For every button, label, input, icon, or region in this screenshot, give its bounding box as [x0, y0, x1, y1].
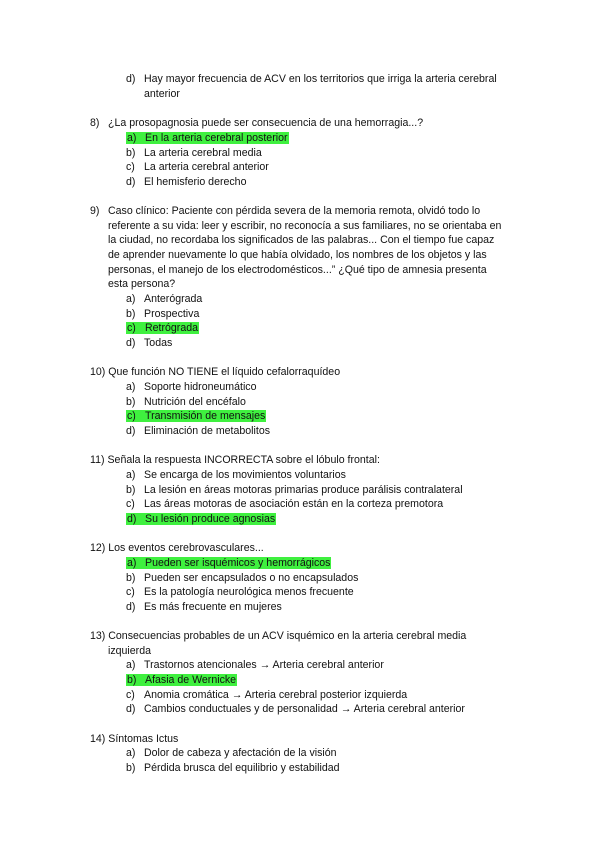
option-b: [126, 572, 358, 585]
question-9-stem: [90, 205, 480, 218]
option-label: a): [126, 747, 136, 759]
option-text: Trastornos atencionales → Arteria cerebral anterior: [144, 659, 384, 671]
option-d: [126, 425, 270, 438]
option-label: a): [126, 469, 136, 481]
question-text: Los eventos cerebrovasculares...: [108, 542, 264, 554]
option-text: Pueden ser encapsulados o no encapsulados: [144, 572, 359, 584]
option-c: [126, 322, 199, 335]
highlighted-answer: [126, 513, 276, 525]
question-number: 8): [90, 117, 100, 129]
question-text: Síntomas Ictus: [108, 733, 179, 745]
option-label: a): [127, 557, 137, 569]
option-text: La lesión en áreas motoras primarias produce parálisis contralateral: [144, 484, 463, 496]
option-d: [126, 601, 282, 614]
option-d: [126, 73, 497, 86]
question-text: Señala la respuesta INCORRECTA sobre el lóbulo frontal:: [107, 454, 380, 466]
option-text: El hemisferio derecho: [144, 176, 247, 188]
option-label: b): [127, 674, 137, 686]
question-text: Consecuencias probables de un ACV isquémico en la arteria cerebral media: [108, 630, 467, 642]
option-text: Dolor de cabeza y afectación de la visión: [144, 747, 337, 759]
question-number: 14): [90, 733, 106, 745]
option-b: [126, 674, 237, 687]
option-label: b): [126, 762, 136, 774]
option-text: Prospectiva: [144, 308, 200, 320]
option-label: b): [126, 308, 136, 320]
question-text-line: la ciudad, no recordaba los significados de las palabras... Con el tiempo fue capaz: [108, 234, 495, 246]
option-label: d): [126, 703, 136, 715]
option-label: b): [126, 572, 136, 584]
option-text: Soporte hidroneumático: [144, 381, 257, 393]
option-label: a): [126, 659, 136, 671]
question-14-stem: [90, 733, 178, 746]
option-text-continuation: anterior: [144, 88, 180, 100]
option-text: Pueden ser isquémicos y hemorrágicos: [145, 557, 331, 569]
option-d: [126, 337, 172, 350]
option-text: Todas: [144, 337, 173, 349]
option-text: Anomia cromática → Arteria cerebral posterior izquierda: [144, 689, 408, 701]
option-a: [126, 557, 331, 570]
option-text: Cambios conductuales y de personalidad → Arteria cerebral anterior: [144, 703, 465, 715]
option-text: Se encarga de los movimientos voluntarios: [144, 469, 346, 481]
option-text: Retrógrada: [145, 322, 198, 334]
option-a: [126, 381, 256, 394]
highlighted-answer: [126, 674, 237, 686]
option-label: d): [126, 601, 136, 613]
question-8-stem: [90, 117, 423, 130]
option-a: [126, 132, 289, 145]
question-number: 9): [90, 205, 100, 217]
option-label: d): [127, 513, 137, 525]
question-10-stem: [90, 366, 340, 379]
option-c: [126, 498, 443, 511]
option-d: [126, 703, 465, 716]
option-b: [126, 308, 199, 321]
option-b: [126, 396, 246, 409]
option-label: d): [126, 425, 136, 437]
option-text: Hay mayor frecuencia de ACV en los territorios que irriga la arteria cerebral: [144, 73, 497, 85]
option-text: Nutrición del encéfalo: [144, 396, 246, 408]
option-c: [126, 410, 266, 423]
question-text: Que función NO TIENE el líquido cefalorraquídeo: [108, 366, 341, 378]
option-text: Su lesión produce agnosias: [145, 513, 276, 525]
option-label: c): [126, 498, 135, 510]
option-text: Afasia de Wernicke: [145, 674, 237, 686]
option-d: [126, 176, 246, 189]
option-c: [126, 161, 269, 174]
option-a: [126, 469, 346, 482]
option-label: b): [126, 396, 136, 408]
option-a: [126, 659, 384, 672]
question-12-stem: [90, 542, 264, 555]
question-13-stem: [90, 630, 466, 643]
question-number: 13): [90, 630, 106, 642]
option-text: En la arteria cerebral posterior: [145, 132, 288, 144]
option-text: Anterógrada: [144, 293, 203, 305]
option-label: c): [126, 161, 135, 173]
question-number: 12): [90, 542, 106, 554]
question-text-line: referente a su vida: leer y escribir, no reconocía a sus familiares, no se orientaba en: [108, 220, 502, 232]
question-text-line: personas, el manejo de los electrodomésticos...” ¿Qué tipo de amnesia presenta: [108, 264, 487, 276]
option-text: Pérdida brusca del equilibrio y estabilidad: [144, 762, 340, 774]
highlighted-answer: [126, 557, 331, 569]
option-text: Es más frecuente en mujeres: [144, 601, 282, 613]
option-label: a): [126, 381, 136, 393]
question-11-stem: [90, 454, 380, 467]
option-a: [126, 747, 337, 760]
option-label: a): [127, 132, 137, 144]
option-label: b): [126, 484, 136, 496]
option-b: [126, 762, 340, 775]
option-label: c): [126, 586, 135, 598]
highlighted-answer: [126, 410, 266, 422]
option-text: La arteria cerebral media: [144, 147, 262, 159]
option-label: c): [126, 689, 135, 701]
option-text: Eliminación de metabolitos: [144, 425, 271, 437]
option-text: Transmisión de mensajes: [145, 410, 266, 422]
question-number: 11): [90, 454, 105, 466]
option-c: [126, 586, 354, 599]
option-label: c): [127, 322, 136, 334]
highlighted-answer: [126, 132, 289, 144]
option-text: Las áreas motoras de asociación están en la corteza premotora: [144, 498, 444, 510]
question-text: Caso clínico: Paciente con pérdida severa de la memoria remota, olvidó todo lo: [108, 205, 481, 217]
highlighted-answer: [126, 322, 199, 334]
option-b: [126, 147, 262, 160]
option-text: La arteria cerebral anterior: [144, 161, 269, 173]
option-label: c): [127, 410, 136, 422]
option-label: d): [126, 176, 136, 188]
question-text-line: esta persona?: [108, 278, 176, 290]
option-label: b): [126, 147, 136, 159]
option-b: [126, 484, 463, 497]
question-text-line: izquierda: [108, 645, 151, 657]
option-text: Es la patología neurológica menos frecuente: [144, 586, 354, 598]
question-text: ¿La prosopagnosia puede ser consecuencia de una hemorragia...?: [108, 117, 424, 129]
option-label: d): [126, 73, 136, 85]
option-label: d): [126, 337, 136, 349]
option-c: [126, 689, 407, 702]
option-a: [126, 293, 202, 306]
option-label: a): [126, 293, 136, 305]
question-text-line: de aprender nuevamente lo que había olvidado, los nombres de los objetos y las: [108, 249, 487, 261]
option-d: [126, 513, 276, 526]
question-number: 10): [90, 366, 106, 378]
